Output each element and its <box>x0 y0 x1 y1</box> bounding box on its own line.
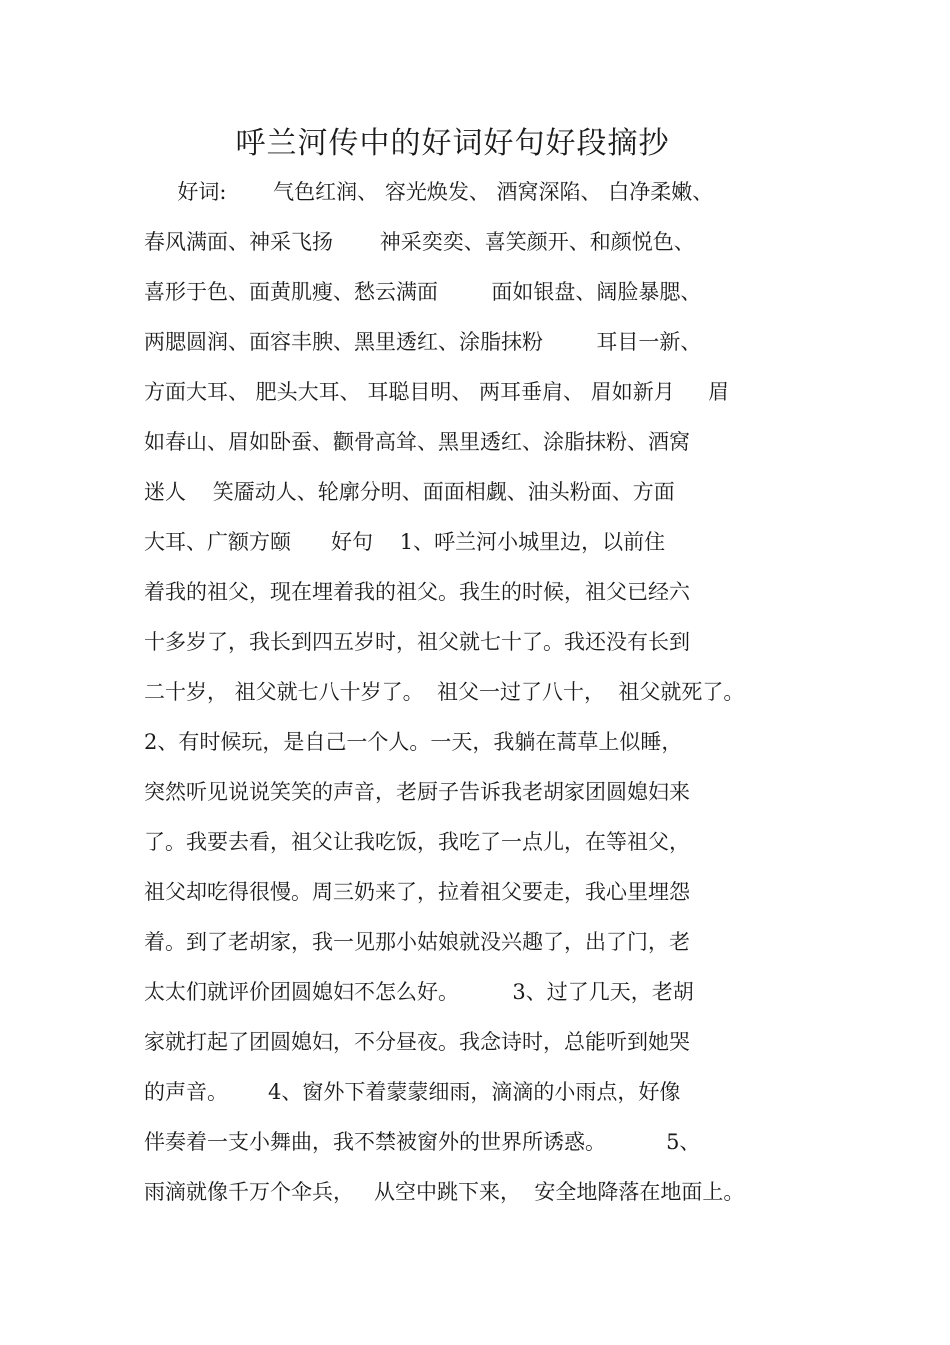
text-line: 的声音。 4、窗外下着蒙蒙细雨，滴滴的小雨点，好像 <box>144 1080 681 1104</box>
text-line: 两腮圆润、面容丰腴、黑里透红、涂脂抹粉 耳目一新、 <box>144 330 702 354</box>
text-line: 着我的祖父，现在埋着我的祖父。我生的时候，祖父已经六 <box>144 580 690 604</box>
text-line: 了。我要去看，祖父让我吃饭，我吃了一点儿，在等祖父， <box>144 830 690 854</box>
text-line: 2、有时候玩，是自己一个人。一天，我躺在蒿草上似睡， <box>144 730 683 754</box>
text-line: 祖父却吃得很慢。周三奶来了，拉着祖父要走，我心里埋怨 <box>144 880 690 904</box>
text-line: 如春山、眉如卧蚕、颧骨高耸、黑里透红、涂脂抹粉、酒窝 <box>144 430 690 454</box>
text-line: 伴奏着一支小舞曲，我不禁被窗外的世界所诱惑。 5、 <box>144 1130 701 1154</box>
text-line: 雨滴就像千万个伞兵， 从空中跳下来， 安全地降落在地面上。 <box>144 1180 745 1204</box>
text-line: 喜形于色、面黄肌瘦、愁云满面 面如银盘、阔脸暴腮、 <box>144 280 702 304</box>
text-line: 家就打起了团圆媳妇，不分昼夜。我念诗时，总能听到她哭 <box>144 1030 690 1054</box>
text-line: 大耳、广额方颐 好句 1、呼兰河小城里边，以前住 <box>144 530 666 554</box>
document-title: 呼兰河传中的好词好句好段摘抄 <box>235 126 670 161</box>
text-line: 突然听见说说笑笑的声音，老厨子告诉我老胡家团圆媳妇来 <box>144 780 690 804</box>
text-line: 春风满面、神采飞扬 神采奕奕、喜笑颜开、和颜悦色、 <box>144 230 695 254</box>
text-line: 太太们就评价团圆媳妇不怎么好。 3、过了几天，老胡 <box>144 980 694 1004</box>
text-line: 着。到了老胡家，我一见那小姑娘就没兴趣了，出了门，老 <box>144 930 690 954</box>
text-line: 十多岁了，我长到四五岁时，祖父就七十了。我还没有长到 <box>144 630 690 654</box>
text-line: 好词: 气色红润、 容光焕发、 酒窝深陷、 白净柔嫩、 <box>144 180 714 204</box>
text-line: 方面大耳、 肥头大耳、 耳聪目明、 两耳垂肩、 眉如新月 眉 <box>144 380 730 404</box>
text-line: 迷人 笑靥动人、轮廓分明、面面相觑、油头粉面、方面 <box>144 480 675 504</box>
text-line: 二十岁， 祖父就七八十岁了。 祖父一过了八十， 祖父就死了。 <box>144 680 745 704</box>
